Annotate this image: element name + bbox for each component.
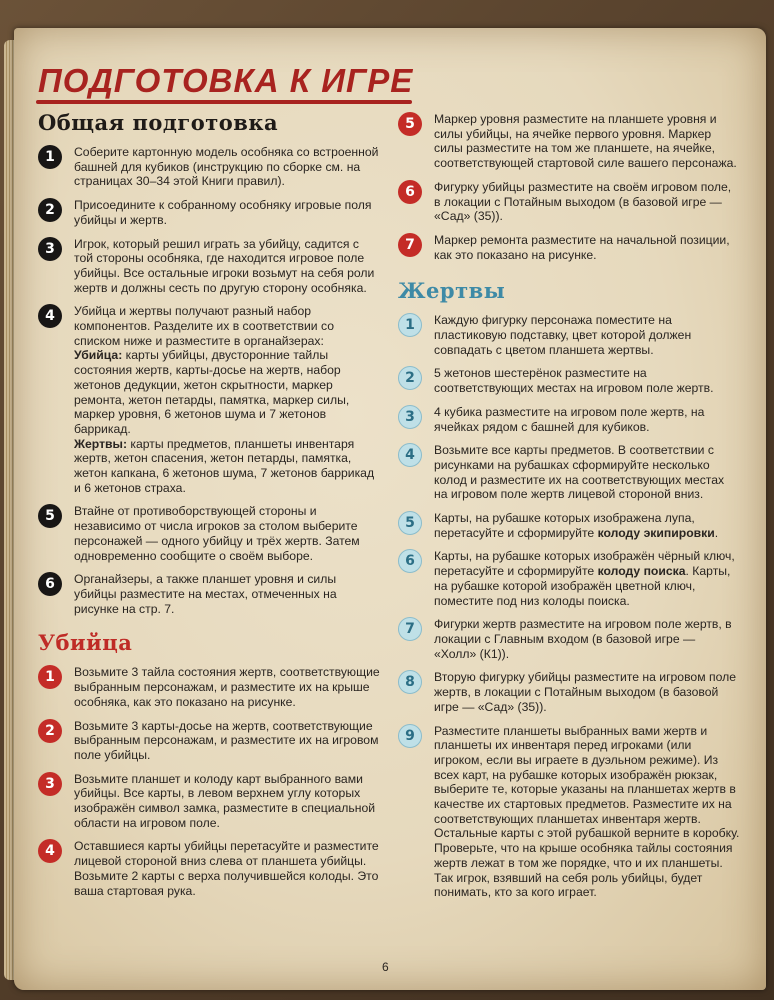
section-title-general: Общая подготовка [38,110,279,135]
right-column [398,112,740,909]
step-text-part: Карты, на рубашке которых изображена лупа, перетасуйте и сформируйте [434,511,695,540]
step-text: Игрок, который решил играть за убийцу, садится с той стороны особняка, где находится игровое поле убийцы. Все остальные игроки возьмут на себя роли жертв и должны сесть по другую сторону особняка. [74,236,375,295]
step-text: Присоедините к собранному особняку игровые поля убийцы и жертв. [74,198,372,227]
step-text: Втайне от противоборствующей стороны и независимо от числа игроков за столом выберите персонажей — одного убийцу и трёх жертв. Затем одновременно сообщите о своём выборе. [74,504,360,563]
step-number-badge: 2 [38,198,62,222]
killer-step-6 [398,180,740,224]
left-column [38,110,380,907]
killer-step-4 [38,839,380,898]
step-number-badge: 1 [398,313,422,337]
killer-step-7 [398,233,740,262]
step-number-badge: 1 [38,665,62,689]
step-number-badge: 5 [38,504,62,528]
step-number-badge: 2 [398,366,422,390]
search-deck-term: колоду поиска [597,564,686,579]
section-title-killer: Убийца [38,630,133,656]
step-number-badge: 3 [398,405,422,429]
step-number-badge: 7 [398,617,422,641]
victims-step-5 [398,511,740,540]
step-text: Возьмите 3 тайла состояния жертв, соответствующие выбранным персонажам, и разместите их на крыше особняка, как это показано на рисунке. [74,665,380,709]
equipment-deck-term: колоду экипировки [597,525,715,540]
victims-step-3 [398,405,740,434]
step-text: 4 кубика разместите на игровом поле жертв, на ячейках рядом с башней для кубиков. [434,404,705,434]
victims-components-text: карты предметов, планшеты инвентаря жертв, жетон спасения, жетон петарды, памятка, жетон капкана, 6 жетонов шума, 7 жетонов баррикад и 6 жетонов страха. [74,436,375,495]
general-step-5 [38,504,380,563]
step-intro-text: Убийца и жертвы получают разный набор компонентов. Разделите их в соответствии со списком ниже и разместите в органайзерах: [74,304,334,348]
step-text: Оставшиеся карты убийцы перетасуйте и разместите лицевой стороной вниз слева от планшета убийцы. Возьмите 2 карты с верха получившейся колоды. Это ваша стартовая рука. [74,839,379,898]
killer-step-5 [398,112,740,171]
step-number-badge: 8 [398,670,422,694]
step-text: Возьмите все карты предметов. В соответствии с рисунками на рубашках сформируйте несколько колод и разместите их на соответствующих местах на игровом поле жертв лицевой стороной вниз. [434,443,725,502]
victims-step-7 [398,617,740,661]
step-number-badge: 3 [38,237,62,261]
victims-step-2 [398,366,740,395]
step-number-badge: 1 [38,145,62,169]
step-text [434,549,740,608]
step-number-badge: 4 [38,304,62,328]
killer-step-1 [38,665,380,709]
step-number-badge: 3 [38,772,62,796]
step-text: Маркер уровня разместите на планшете уровня и силы убийцы, на ячейке первого уровня. Маркер силы разместите на том же планшете, на ячейке, соответствующей стартовой силе вашего персонажа. [434,112,737,171]
step-text-part: . [714,525,719,540]
killer-components-label: Убийца: [74,348,123,363]
victims-components-label: Жертвы: [74,436,128,451]
step-text-part: Карты, на рубашке которых изображён чёрный ключ, перетасуйте и сформируйте [434,549,735,579]
step-number-badge: 5 [398,112,422,136]
victims-step-9 [398,724,740,900]
victims-step-1 [398,313,740,357]
title-underline [36,100,412,104]
step-text: Органайзеры, а также планшет уровня и силы убийцы разместите на местах, отмеченных на рисунке на стр. 7. [74,572,337,616]
general-step-6 [38,572,380,616]
step-text: Фигурки жертв разместите на игровом поле жертв, в локации с Главным входом (в базовой игре — «Холл» (К1)). [434,617,732,661]
step-text: Возьмите планшет и колоду карт выбранного вами убийцы. Все карты, в левом верхнем углу которых изображён символ замка, разместите в специальной области на игровом поле. [74,771,376,830]
step-text [74,304,380,495]
step-text: Соберите картонную модель особняка со встроенной башней для кубиков (инструкцию по сборке см. на страницах 30–34 этой Книги правил). [74,145,379,189]
page-number: 6 [382,960,389,974]
general-step-2 [38,198,380,227]
section-title-victims: Жертвы [398,278,506,304]
victims-step-6 [398,549,740,608]
step-number-badge: 6 [398,549,422,573]
general-step-1 [38,145,380,189]
step-text: Каждую фигурку персонажа поместите на пластиковую подставку, цвет которой должен совпадать с цветом планшета жертвы. [434,313,692,357]
victims-step-8 [398,670,740,714]
killer-step-2 [38,719,380,763]
step-text: Фигурку убийцы разместите на своём игровом поле, в локации с Потайным выходом (в базовой игре — «Сад» (35)). [434,179,732,224]
victims-step-4 [398,443,740,502]
step-number-badge: 4 [38,839,62,863]
step-text: Разместите планшеты выбранных вами жертв и планшеты их инвентаря перед игроками (или игроком, если вы играете в дуэльном режиме). Из всех карт, на рубашке которых изображён рюкзак, выберите те, которые указаны на планшетах жертв в качестве их стартовых предметов. Разместите их на соответствующих планшетах инвентаря жертв. Остальные карты с этой рубашкой верните в коробку. Проверьте, что на крыше особняка тайлы состояния жертв лежат в том же порядке, что и их планшеты. Так игрок, взявший на себя роль убийцы, будет понимать, кто за кого играет. [434,723,740,900]
general-step-4 [38,304,380,495]
step-text: Маркер ремонта разместите на начальной позиции, как это показано на рисунке. [434,232,730,262]
step-number-badge: 7 [398,233,422,257]
step-number-badge: 6 [38,572,62,596]
step-number-badge: 5 [398,511,422,535]
killer-components-text: карты убийцы, двусторонние тайлы состояния жертв, карты-досье на жертв, набор жетонов дедукции, жетон скрытности, маркер ремонта, жетон петарды, памятка, маркер силы, маркер уровня, 6 жетонов шума и 7 жетонов баррикад. [74,348,350,436]
step-number-badge: 6 [398,180,422,204]
step-number-badge: 9 [398,724,422,748]
page-title: ПОДГОТОВКА К ИГРЕ [38,62,414,99]
step-number-badge: 2 [38,719,62,743]
step-text: 5 жетонов шестерёнок разместите на соответствующих местах на игровом поле жертв. [434,366,714,396]
general-step-3 [38,237,380,296]
step-text: Вторую фигурку убийцы разместите на игровом поле жертв, в локации с Потайным выходом (в базовой игре — «Сад» (35)). [434,670,736,714]
step-text: Возьмите 3 карты-досье на жертв, соответствующие выбранным персонажам, и разместите их на игровом поле убийцы. [74,718,379,762]
step-number-badge: 4 [398,443,422,467]
killer-step-3 [38,772,380,831]
step-text-part: . Карты, на рубашке которой изображён цветной ключ, поместите под низ колоды поиска. [434,564,731,608]
step-text [434,511,740,540]
